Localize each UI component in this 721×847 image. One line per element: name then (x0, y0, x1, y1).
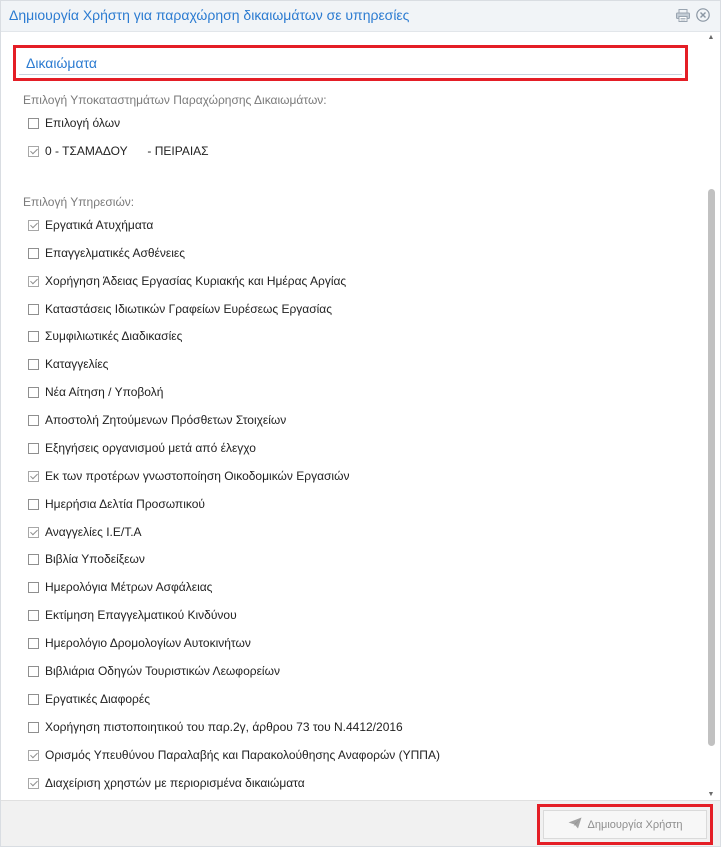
dialog-title: Δημιουργία Χρήστη για παραχώρηση δικαιωμάτων σε υπηρεσίες (9, 7, 410, 23)
checkbox[interactable] (28, 778, 39, 789)
create-user-label: Δημιουργία Χρήστη (587, 818, 683, 831)
checkbox[interactable] (28, 248, 39, 259)
section-header-highlight (13, 45, 688, 81)
checkbox[interactable] (28, 276, 39, 287)
create-user-button[interactable] (543, 810, 707, 839)
checkbox[interactable] (28, 499, 39, 510)
checkbox[interactable] (28, 582, 39, 593)
checkbox[interactable] (28, 722, 39, 733)
checkbox-service[interactable] (28, 244, 185, 262)
checkbox-label: Επαγγελματικές Ασθένειες (45, 246, 186, 260)
checkbox-label: Αποστολή Ζητούμενων Πρόσθετων Στοιχείων (45, 413, 287, 427)
dialog-content[interactable] (1, 32, 720, 801)
checkbox-service[interactable] (28, 383, 163, 401)
checkbox-label: Εξηγήσεις οργανισμού μετά από έλεγχο (45, 441, 256, 455)
checkbox[interactable] (28, 443, 39, 454)
checkbox-service[interactable] (28, 690, 150, 708)
close-icon[interactable] (696, 8, 710, 22)
dialog-titlebar (1, 1, 720, 32)
checkbox-select-all[interactable] (28, 114, 120, 132)
checkbox-label: Εργατικά Ατυχήματα (45, 218, 154, 232)
checkbox[interactable] (28, 638, 39, 649)
section-title: Δικαιώματα (26, 55, 98, 71)
checkbox[interactable] (28, 554, 39, 565)
checkbox[interactable] (28, 146, 39, 157)
checkbox-branch[interactable] (28, 142, 209, 160)
checkbox-label: Εκ των προτέρων γνωστοποίηση Οικοδομικών Εργασιών (45, 469, 350, 483)
branches-label: Επιλογή Υποκαταστημάτων Παραχώρησης Δικαιωμάτων: (23, 93, 327, 107)
checkbox-service[interactable] (28, 578, 212, 596)
checkbox-label: Ημερήσια Δελτία Προσωπικού (45, 497, 205, 511)
checkbox-label: 0 - ΤΣΑΜΑΔΟΥ - ΠΕΙΡΑΙΑΣ (45, 144, 209, 158)
create-button-highlight (537, 804, 713, 845)
checkbox-label: Αναγγελίες Ι.Ε/Τ.Α (45, 525, 142, 539)
checkbox-service[interactable] (28, 662, 280, 680)
checkbox-label: Επιλογή όλων (45, 116, 121, 130)
checkbox-service[interactable] (28, 550, 145, 568)
checkbox[interactable] (28, 415, 39, 426)
checkbox-service[interactable] (28, 606, 237, 624)
scroll-up-icon[interactable]: ▲ (707, 34, 715, 41)
checkbox-service[interactable] (28, 216, 153, 234)
checkbox-label: Ημερολόγιο Δρομολογίων Αυτοκινήτων (45, 636, 251, 650)
checkbox[interactable] (28, 387, 39, 398)
checkbox-label: Χορήγηση Άδειας Εργασίας Κυριακής και Ημέρας Αργίας (45, 274, 347, 288)
checkbox-label: Διαχείριση χρηστών με περιορισμένα δικαιώματα (45, 776, 305, 790)
scrollbar-thumb[interactable] (708, 189, 715, 746)
checkbox-service[interactable] (28, 523, 142, 541)
checkbox-label: Ορισμός Υπευθύνου Παραλαβής και Παρακολούθησης Αναφορών (ΥΠΠΑ) (45, 748, 440, 762)
checkbox[interactable] (28, 527, 39, 538)
checkbox-label: Νέα Αίτηση / Υποβολή (45, 385, 164, 399)
checkbox-service[interactable] (28, 355, 108, 373)
checkbox-service[interactable] (28, 300, 332, 318)
services-label: Επιλογή Υπηρεσιών: (23, 195, 135, 209)
checkbox[interactable] (28, 220, 39, 231)
checkbox-service[interactable] (28, 327, 182, 345)
checkbox-service[interactable] (28, 467, 349, 485)
vertical-scrollbar[interactable] (707, 32, 715, 801)
checkbox-label: Ημερολόγια Μέτρων Ασφάλειας (45, 580, 213, 594)
checkbox-label: Εκτίμηση Επαγγελματικού Κινδύνου (45, 608, 237, 622)
checkbox[interactable] (28, 118, 39, 129)
checkbox-service[interactable] (28, 718, 403, 736)
checkbox[interactable] (28, 359, 39, 370)
checkbox-label: Εργατικές Διαφορές (45, 692, 151, 706)
checkbox-label: Καταγγελίες (45, 357, 109, 371)
checkbox-label: Καταστάσεις Ιδιωτικών Γραφείων Ευρέσεως Εργασίας (45, 302, 333, 316)
print-icon[interactable] (676, 9, 690, 22)
checkbox-service[interactable] (28, 746, 440, 764)
checkbox-label: Βιβλία Υποδείξεων (45, 552, 145, 566)
checkbox-service[interactable] (28, 411, 286, 429)
checkbox-service[interactable] (28, 272, 346, 290)
send-icon (568, 817, 582, 832)
checkbox-service[interactable] (28, 439, 256, 457)
checkbox[interactable] (28, 304, 39, 315)
checkbox-label: Βιβλιάρια Οδηγών Τουριστικών Λεωφορείων (45, 664, 280, 678)
checkbox-label: Συμφιλιωτικές Διαδικασίες (45, 329, 183, 343)
dialog-footer (1, 800, 720, 846)
checkbox[interactable] (28, 610, 39, 621)
checkbox-service[interactable] (28, 634, 251, 652)
checkbox-service[interactable] (28, 495, 205, 513)
titlebar-actions (676, 8, 710, 22)
checkbox[interactable] (28, 331, 39, 342)
section-header (19, 51, 682, 75)
checkbox-label: Χορήγηση πιστοποιητικού του παρ.2γ, άρθρου 73 του Ν.4412/2016 (45, 720, 403, 734)
checkbox[interactable] (28, 694, 39, 705)
scroll-down-icon[interactable]: ▼ (707, 791, 715, 798)
checkbox[interactable] (28, 666, 39, 677)
checkbox-service[interactable] (28, 774, 305, 792)
checkbox[interactable] (28, 471, 39, 482)
checkbox[interactable] (28, 750, 39, 761)
